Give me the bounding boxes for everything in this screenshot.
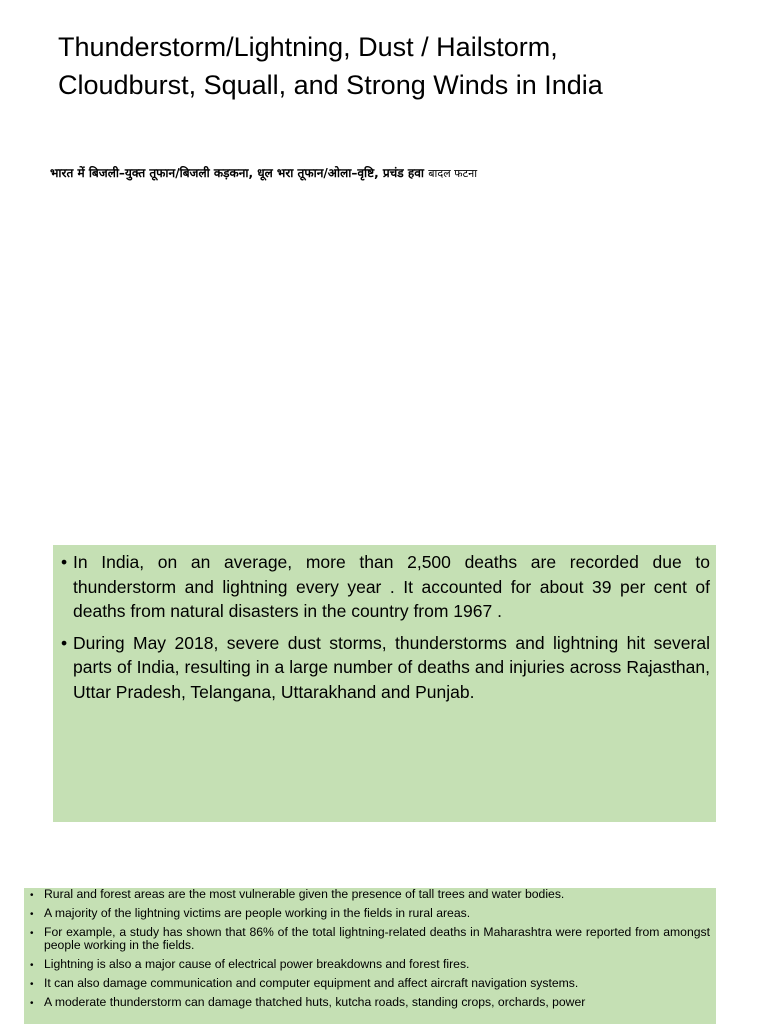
list-item-text: Lightning is also a major cause of electrical power breakdowns and forest fires. [44, 957, 470, 971]
list-item [30, 977, 710, 990]
page-title [58, 28, 748, 104]
list-item-text: A moderate thunderstorm can damage thatched huts, kutcha roads, standing crops, orchards, power [44, 995, 586, 1009]
title-line-1: Thunderstorm/Lightning, Dust / Hailstorm, [58, 32, 558, 62]
secondary-facts-box [24, 888, 716, 1024]
bullet: • [30, 890, 34, 901]
list-item-text: It can also damage communication and computer equipment and affect aircraft navigation systems. [44, 976, 579, 990]
list-item [61, 550, 710, 624]
list-item [30, 926, 710, 952]
list-item-text: During May 2018, severe dust storms, thunderstorms and lightning hit several parts of India, resulting in a large number of deaths and injuries across Rajasthan, Uttar Pradesh, Telangana, Uttarakhand and Punjab. [73, 632, 710, 702]
bullet: • [30, 998, 34, 1009]
primary-facts-list [61, 550, 710, 704]
hindi-subtitle [50, 164, 750, 181]
bullet: • [30, 909, 34, 920]
list-item-text: For example, a study has shown that 86% of the total lightning-related deaths in Maharashtra were reported from amongst people working in the fields. [44, 925, 710, 952]
bullet: • [30, 960, 34, 971]
primary-facts-box [53, 545, 716, 822]
bullet: • [30, 979, 34, 990]
list-item-text: Rural and forest areas are the most vulnerable given the presence of tall trees and water bodies. [44, 888, 565, 901]
bullet: • [30, 928, 34, 939]
hindi-subtitle-main: भारत में बिजली–युक्त तूफान/बिजली कड़कना, धूल भरा तूफान/ओला–वृष्टि, प्रचंड हवा [50, 166, 425, 180]
bullet: • [61, 552, 68, 572]
list-item [30, 996, 710, 1009]
list-item [30, 907, 710, 920]
list-item [30, 958, 710, 971]
list-item-text: A majority of the lightning victims are people working in the fields in rural areas. [44, 906, 471, 920]
list-item [30, 888, 710, 901]
bullet: • [61, 632, 68, 653]
title-line-2: Cloudburst, Squall, and Strong Winds in India [58, 70, 603, 100]
hindi-subtitle-suffix: बादल फटना [428, 167, 478, 180]
secondary-facts-list [30, 888, 710, 1009]
list-item [61, 631, 710, 705]
list-item-text: In India, on an average, more than 2,500 deaths are recorded due to thunderstorm and lightning every year . It accounted for about 39 per cent of deaths from natural disasters in the country from 1967 . [73, 552, 710, 621]
